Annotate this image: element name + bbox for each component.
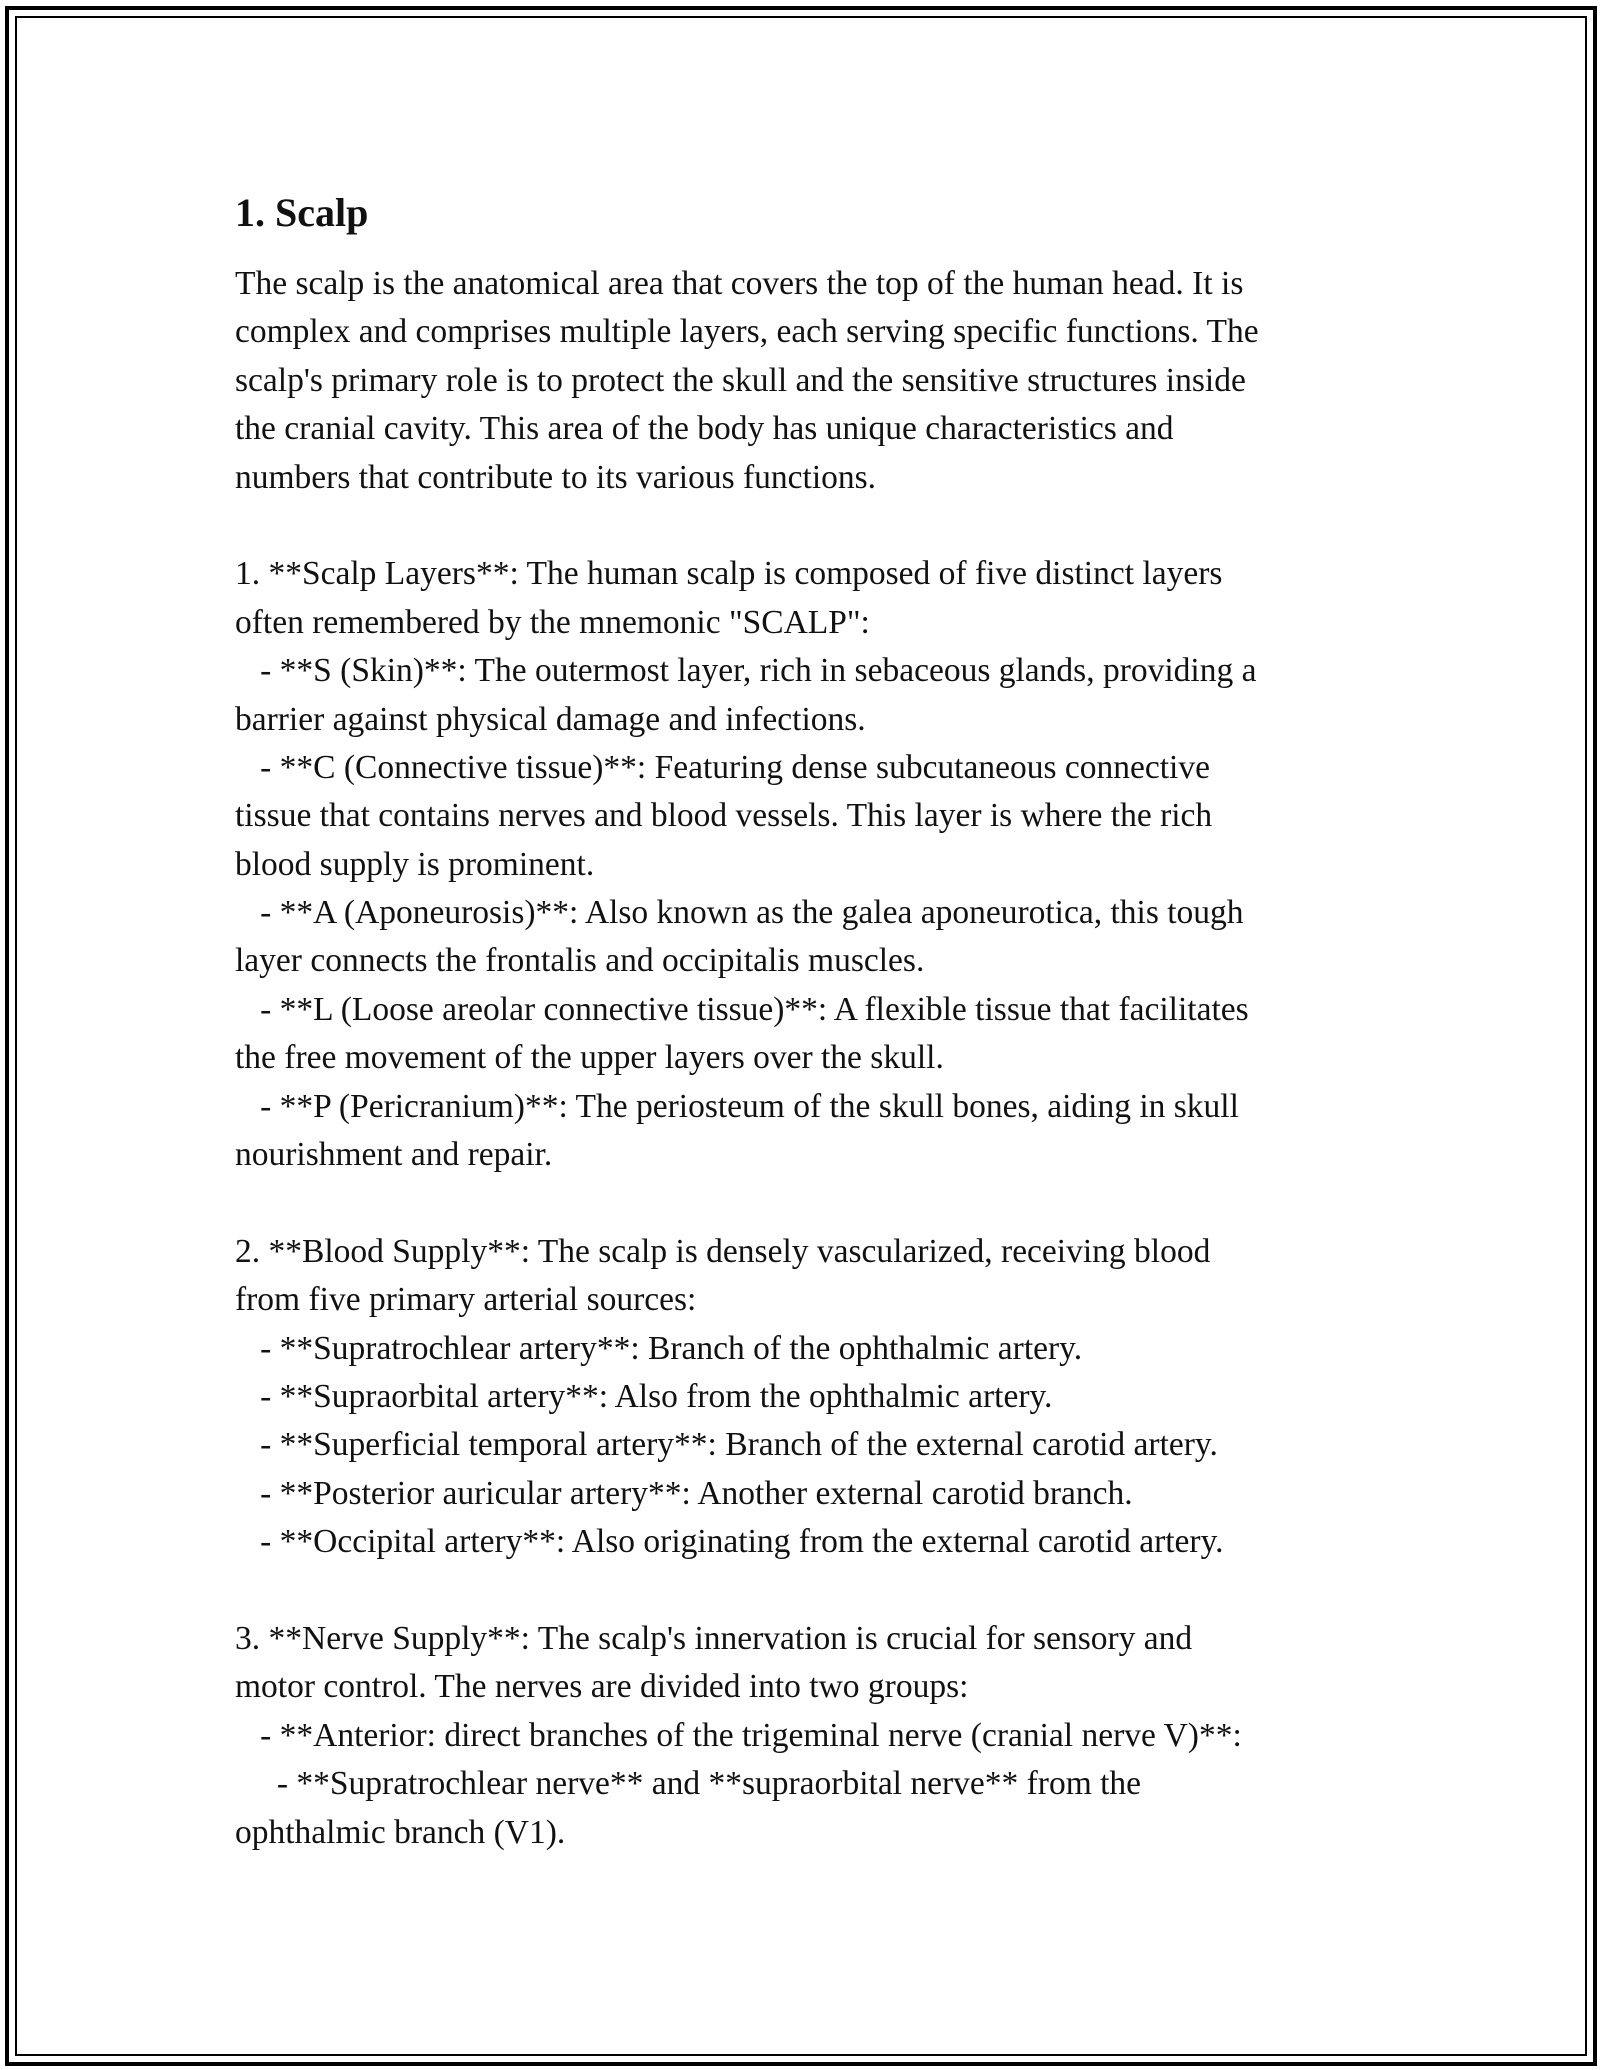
text-line: often remembered by the mnemonic "SCALP":	[235, 603, 870, 641]
text-line: complex and comprises multiple layers, each serving specific functions. The	[235, 313, 1259, 351]
text-line: motor control. The nerves are divided into two groups:	[235, 1668, 969, 1706]
text-line: - **Anterior: direct branches of the trigeminal nerve (cranial nerve V)**:	[235, 1716, 1242, 1754]
section-heading: 1. Scalp	[235, 190, 369, 235]
text-line: - **C (Connective tissue)**: Featuring dense subcutaneous connective	[235, 748, 1210, 786]
text-line: from five primary arterial sources:	[235, 1281, 697, 1319]
list-item-blood-supply	[235, 1228, 1365, 1567]
text-line: ophthalmic branch (V1).	[235, 1813, 566, 1851]
paragraph-gap	[235, 1567, 1365, 1615]
paragraph-intro	[235, 260, 1365, 502]
list-item-scalp-layers	[235, 550, 1365, 1179]
text-line: blood supply is prominent.	[235, 845, 595, 883]
text-line: - **Superficial temporal artery**: Branch of the external carotid artery.	[235, 1426, 1218, 1464]
list-item-nerve-supply	[235, 1615, 1365, 1857]
text-line: - **Posterior auricular artery**: Another external carotid branch.	[235, 1474, 1133, 1512]
text-line: - **P (Pericranium)**: The periosteum of the skull bones, aiding in skull	[235, 1087, 1239, 1125]
text-line: - **Occipital artery**: Also originating from the external carotid artery.	[235, 1523, 1224, 1561]
text-line: 2. **Blood Supply**: The scalp is densely vascularized, receiving blood	[235, 1232, 1211, 1270]
paragraph-gap	[235, 1179, 1365, 1227]
text-line: - **L (Loose areolar connective tissue)**: A flexible tissue that facilitates	[235, 990, 1249, 1028]
document-body	[235, 188, 1365, 1857]
text-line: scalp's primary role is to protect the skull and the sensitive structures inside	[235, 361, 1246, 399]
text-line: 1. **Scalp Layers**: The human scalp is composed of five distinct layers	[235, 555, 1223, 593]
text-line: 3. **Nerve Supply**: The scalp's innervation is crucial for sensory and	[235, 1619, 1193, 1657]
text-line: - **A (Aponeurosis)**: Also known as the galea aponeurotica, this tough	[235, 894, 1244, 932]
text-line: - **S (Skin)**: The outermost layer, rich in sebaceous glands, providing a	[235, 652, 1257, 690]
text-line: the cranial cavity. This area of the body has unique characteristics and	[235, 410, 1174, 448]
text-line: the free movement of the upper layers over the skull.	[235, 1039, 944, 1077]
text-line: tissue that contains nerves and blood vessels. This layer is where the rich	[235, 797, 1213, 835]
text-line: nourishment and repair.	[235, 1136, 553, 1174]
text-line: layer connects the frontalis and occipitalis muscles.	[235, 942, 925, 980]
paragraph-gap	[235, 502, 1365, 550]
text-line: numbers that contribute to its various functions.	[235, 458, 877, 496]
text-line: - **Supratrochlear nerve** and **supraorbital nerve** from the	[235, 1765, 1142, 1803]
text-line: The scalp is the anatomical area that covers the top of the human head. It is	[235, 265, 1244, 302]
text-line: - **Supraorbital artery**: Also from the ophthalmic artery.	[235, 1377, 1053, 1415]
text-line: - **Supratrochlear artery**: Branch of the ophthalmic artery.	[235, 1329, 1083, 1367]
text-line: barrier against physical damage and infections.	[235, 700, 866, 738]
